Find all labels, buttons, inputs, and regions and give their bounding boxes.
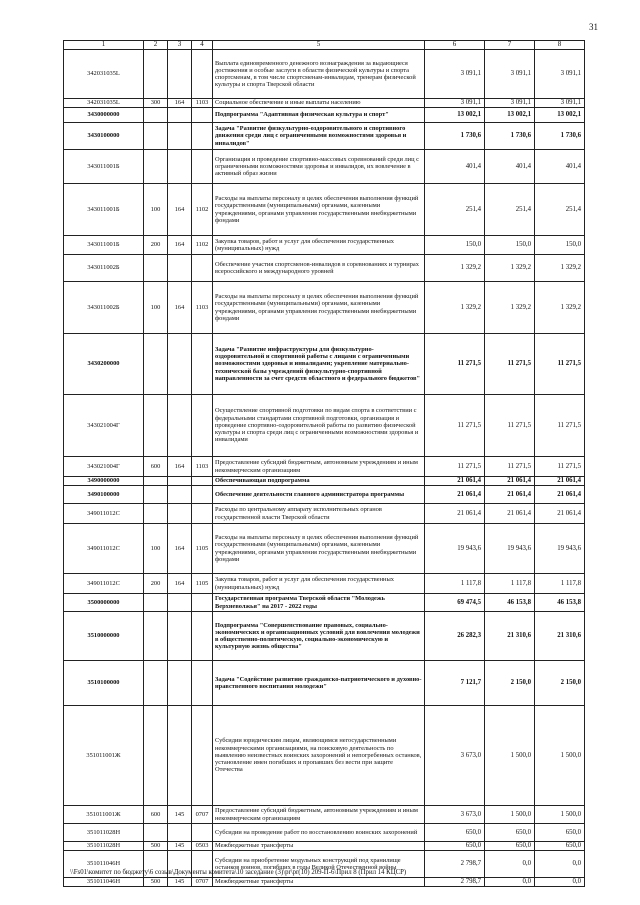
row-value-2017: 2 798,7 [425,878,485,887]
row-col4: 1105 [192,574,213,594]
row-col3: 145 [168,878,192,887]
row-col4: 1103 [192,99,213,108]
table-row [64,504,585,524]
row-col4: 0503 [192,842,213,851]
table-row [64,574,585,594]
header-cell: 2 [144,41,168,50]
row-description: Обеспечение участия спортсменов-инвалидов в соревнованиях и турнирах всероссийского и международного уровней [213,255,425,282]
row-col4 [192,486,213,504]
row-col4: 0707 [192,878,213,887]
table-row [64,282,585,334]
row-col2 [144,477,168,486]
row-value-2019: 21 061,4 [535,477,585,486]
row-code: 343011002Б [64,255,144,282]
row-description: Социальное обеспечение и иные выплаты населению [213,99,425,108]
table-row [64,806,585,824]
row-value-2017: 3 091,1 [425,50,485,99]
row-value-2017: 650,0 [425,842,485,851]
row-code: 3430000000 [64,108,144,123]
row-col4: 1105 [192,524,213,574]
row-code: 351011028Н [64,824,144,842]
row-col3 [168,661,192,706]
row-value-2017: 11 271,5 [425,457,485,477]
row-col2 [144,661,168,706]
row-col4: 0707 [192,806,213,824]
row-description: Задача "Развитие инфраструктуры для физкультурно-оздоровительной и спортивной работы с лицами с ограниченными возможностями здоровья и инвалидами; укрепление материально-технической базы учреждений физкультурно-спортивной направленности за счет средств областного и федерального бюджетов" [213,334,425,395]
table-body [64,50,585,887]
row-col3: 164 [168,282,192,334]
row-description: Межбюджетные трансферты [213,842,425,851]
table-header-row [64,41,585,50]
table-row [64,842,585,851]
row-col2 [144,706,168,806]
row-col3: 164 [168,236,192,255]
row-code: 3490100000 [64,486,144,504]
row-value-2018: 1 730,6 [485,123,535,150]
row-col3 [168,706,192,806]
row-value-2017: 650,0 [425,824,485,842]
row-value-2019: 11 271,5 [535,395,585,457]
row-code: 351011001Ж [64,806,144,824]
row-value-2017: 26 282,3 [425,612,485,661]
row-code: 343021004Г [64,395,144,457]
row-value-2019: 1 329,2 [535,282,585,334]
row-code: 342031035L [64,99,144,108]
row-description: Субсидии юридическим лицам, являющимся негосударственными некоммерческими организациями, на поисковую деятельность по выявлению неизвестных воинских захоронений и непогребенных останков, установление имен погибших и пропавших без вести при защите Отечества [213,706,425,806]
table-row [64,236,585,255]
row-code: 351011046Н [64,851,144,878]
row-value-2017: 1 329,2 [425,282,485,334]
row-code: 3500000000 [64,594,144,612]
header-cell: 1 [64,41,144,50]
row-col3 [168,334,192,395]
row-value-2019: 1 500,0 [535,806,585,824]
row-value-2018: 21 061,4 [485,477,535,486]
row-col3: 164 [168,457,192,477]
row-value-2017: 401,4 [425,150,485,184]
row-value-2018: 650,0 [485,824,535,842]
row-value-2017: 251,4 [425,184,485,236]
row-code: 349011012С [64,504,144,524]
row-value-2018: 21 061,4 [485,504,535,524]
row-description: Субсидии на проведение работ по восстановлению воинских захоронений [213,824,425,842]
table-row [64,661,585,706]
row-description: Расходы на выплаты персоналу в целях обеспечения выполнения функций государственными (муниципальными) органами, казенными учреждениями, органами управления государственными внебюджетными фондами [213,184,425,236]
table-row [64,594,585,612]
row-value-2019: 46 153,8 [535,594,585,612]
row-value-2018: 1 329,2 [485,282,535,334]
row-description: Расходы по центральному аппарату исполнительных органов государственной власти Тверской области [213,504,425,524]
row-col2 [144,594,168,612]
row-value-2019: 11 271,5 [535,457,585,477]
table-row [64,50,585,99]
row-value-2019: 21 061,4 [535,504,585,524]
row-description: Предоставление субсидий бюджетным, автономным учреждениям и иным некоммерческим организациям [213,457,425,477]
table-row [64,395,585,457]
row-value-2017: 3 673,0 [425,706,485,806]
row-value-2018: 3 091,1 [485,50,535,99]
row-col3 [168,477,192,486]
row-col2 [144,504,168,524]
row-value-2018: 19 943,6 [485,524,535,574]
row-col4: 1103 [192,457,213,477]
row-value-2019: 1 117,8 [535,574,585,594]
row-col4 [192,123,213,150]
table-row [64,706,585,806]
row-col3 [168,150,192,184]
row-col3 [168,108,192,123]
row-col3 [168,50,192,99]
row-code: 343011001Б [64,236,144,255]
row-value-2017: 3 673,0 [425,806,485,824]
row-col2 [144,255,168,282]
row-col3 [168,594,192,612]
row-value-2018: 21 061,4 [485,486,535,504]
row-col2: 600 [144,806,168,824]
row-col2 [144,486,168,504]
row-value-2019: 2 150,0 [535,661,585,706]
row-value-2018: 0,0 [485,851,535,878]
row-col3: 164 [168,184,192,236]
row-description: Осуществление спортивной подготовки по видам спорта в соответствии с федеральными стандартами спортивной подготовки, организация и проведение спортивно-оздоровительной работы по развитию физической культуры и спорта среди лиц с ограниченными возможностями здоровья и инвалидами [213,395,425,457]
row-col3 [168,612,192,661]
table-row [64,477,585,486]
row-col2 [144,108,168,123]
row-value-2018: 1 117,8 [485,574,535,594]
row-description: Предоставление субсидий бюджетным, автономным учреждениям и иным некоммерческим организациям [213,806,425,824]
table-row [64,334,585,395]
table-row [64,486,585,504]
row-col2: 100 [144,524,168,574]
row-description: Задача "Развитие физкультурно-оздоровительного и спортивного движения среди лиц с ограниченными возможностями здоровья и инвалидов" [213,123,425,150]
row-value-2019: 650,0 [535,824,585,842]
row-value-2019: 401,4 [535,150,585,184]
row-value-2018: 21 310,6 [485,612,535,661]
row-code: 351011028Н [64,842,144,851]
row-value-2018: 251,4 [485,184,535,236]
row-col2: 100 [144,184,168,236]
row-col2 [144,334,168,395]
row-code: 343011001Б [64,184,144,236]
row-value-2019: 650,0 [535,842,585,851]
page-number: 31 [589,22,598,32]
row-code: 349011012С [64,574,144,594]
row-col3 [168,395,192,457]
row-col4 [192,50,213,99]
row-col4 [192,334,213,395]
row-value-2018: 13 002,1 [485,108,535,123]
row-description: Подпрограмма "Совершенствование правовых, социально-экономических и организационных условий для вовлечения молодежи в общественно-политическую, социально-экономическую и культурную жизнь общества" [213,612,425,661]
row-col3 [168,255,192,282]
row-value-2019: 21 061,4 [535,486,585,504]
row-col4 [192,612,213,661]
row-value-2019: 21 310,6 [535,612,585,661]
row-col2: 600 [144,457,168,477]
row-col2 [144,50,168,99]
row-value-2018: 650,0 [485,842,535,851]
table-row [64,524,585,574]
row-code: 351011046Н [64,878,144,887]
file-path-footer: \\Fs01\комитет по бюджету\6 созыв\Документы комитета\10 заседание (3)\pr\pr(10) 209-П-6\Прил 8 (Прил 14 КЦСР) [70,869,407,876]
table-row [64,457,585,477]
row-code: 3430100000 [64,123,144,150]
row-value-2017: 7 121,7 [425,661,485,706]
row-col4: 1102 [192,236,213,255]
row-description: Организация и проведение спортивно-массовых соревнований среди лиц с ограниченными возможностями здоровья и инвалидов, их вовлечение в активный образ жизни [213,150,425,184]
row-value-2017: 21 061,4 [425,486,485,504]
row-col4: 1103 [192,282,213,334]
row-col3 [168,123,192,150]
row-value-2019: 1 500,0 [535,706,585,806]
row-value-2017: 1 117,8 [425,574,485,594]
row-value-2017: 11 271,5 [425,395,485,457]
row-value-2018: 1 500,0 [485,706,535,806]
table-row [64,123,585,150]
row-value-2018: 401,4 [485,150,535,184]
header-cell: 8 [535,41,585,50]
row-col3: 145 [168,842,192,851]
row-description: Государственная программа Тверской области "Молодежь Верхневолжья" на 2017 - 2022 годы [213,594,425,612]
row-code: 351011001Ж [64,706,144,806]
row-value-2019: 1 329,2 [535,255,585,282]
row-col2: 200 [144,574,168,594]
row-description: Обеспечивающая подпрограмма [213,477,425,486]
row-code: 343011001Б [64,150,144,184]
row-code: 3510100000 [64,661,144,706]
row-description: Обеспечение деятельности главного администратора программы [213,486,425,504]
row-col2 [144,612,168,661]
row-col4 [192,108,213,123]
row-value-2017: 13 002,1 [425,108,485,123]
row-col2: 200 [144,236,168,255]
row-description: Расходы на выплаты персоналу в целях обеспечения выполнения функций государственными (муниципальными) органами, казенными учреждениями, органами управления государственными внебюджетными фондами [213,282,425,334]
row-code: 343021004Г [64,457,144,477]
row-value-2018: 3 091,1 [485,99,535,108]
row-col2: 500 [144,842,168,851]
header-cell: 7 [485,41,535,50]
row-col3: 164 [168,524,192,574]
row-value-2019: 251,4 [535,184,585,236]
row-col4 [192,706,213,806]
row-value-2018: 150,0 [485,236,535,255]
header-cell: 4 [192,41,213,50]
table-row [64,150,585,184]
row-value-2018: 11 271,5 [485,457,535,477]
row-col2: 100 [144,282,168,334]
row-value-2017: 21 061,4 [425,477,485,486]
row-value-2017: 11 271,5 [425,334,485,395]
row-value-2018: 2 150,0 [485,661,535,706]
row-col4 [192,395,213,457]
row-code: 349011012С [64,524,144,574]
row-col2 [144,150,168,184]
row-description: Выплата единовременного денежного вознаграждения за выдающиеся достижения и особые заслуги в области физической культуры и спорта спортсменам, в том числе спортсменам-инвалидам, тренерам физической культуры и спорта Тверской области [213,50,425,99]
row-description: Подпрограмма "Адаптивная физическая культура и спорт" [213,108,425,123]
row-col3 [168,824,192,842]
table-row [64,108,585,123]
row-description: Закупка товаров, работ и услуг для обеспечения государственных (муниципальных) нужд [213,574,425,594]
row-description: Задача "Содействие развитию гражданско-патриотического и духовно- нравственного воспитания молодежи" [213,661,425,706]
row-description: Закупка товаров, работ и услуг для обеспечения государственных (муниципальных) нужд [213,236,425,255]
row-value-2018: 0,0 [485,878,535,887]
row-code: 3510000000 [64,612,144,661]
row-value-2018: 1 500,0 [485,806,535,824]
row-col4 [192,504,213,524]
row-code: 343011002Б [64,282,144,334]
row-value-2018: 11 271,5 [485,334,535,395]
header-cell: 3 [168,41,192,50]
row-value-2017: 1 730,6 [425,123,485,150]
row-col3 [168,504,192,524]
row-value-2019: 19 943,6 [535,524,585,574]
row-code: 3490000000 [64,477,144,486]
row-value-2018: 46 153,8 [485,594,535,612]
header-cell: 6 [425,41,485,50]
row-value-2019: 150,0 [535,236,585,255]
row-col2: 500 [144,878,168,887]
table-row [64,255,585,282]
row-value-2019: 1 730,6 [535,123,585,150]
row-col4: 1102 [192,184,213,236]
row-col4 [192,594,213,612]
row-value-2019: 3 091,1 [535,99,585,108]
row-value-2017: 69 474,5 [425,594,485,612]
row-description: Расходы на выплаты персоналу в целях обеспечения выполнения функций государственными (муниципальными) органами, казенными учреждениями, органами управления государственными внебюджетными фондами [213,524,425,574]
row-col3 [168,486,192,504]
row-col4 [192,661,213,706]
row-value-2018: 1 329,2 [485,255,535,282]
row-col2 [144,824,168,842]
row-col3: 145 [168,806,192,824]
row-value-2018: 11 271,5 [485,395,535,457]
row-value-2017: 1 329,2 [425,255,485,282]
row-value-2017: 21 061,4 [425,504,485,524]
table-row [64,612,585,661]
row-code: 342031035L [64,50,144,99]
row-value-2017: 3 091,1 [425,99,485,108]
table-row [64,184,585,236]
row-value-2019: 0,0 [535,851,585,878]
table-row [64,99,585,108]
row-col2 [144,395,168,457]
row-description: Межбюджетные трансферты [213,878,425,887]
row-col2: 300 [144,99,168,108]
row-col4 [192,150,213,184]
row-col4 [192,824,213,842]
budget-table [63,40,585,887]
row-value-2019: 13 002,1 [535,108,585,123]
row-col3: 164 [168,99,192,108]
header-cell: 5 [213,41,425,50]
row-col3: 164 [168,574,192,594]
row-value-2017: 19 943,6 [425,524,485,574]
row-value-2019: 11 271,5 [535,334,585,395]
row-value-2019: 3 091,1 [535,50,585,99]
row-value-2017: 2 798,7 [425,851,485,878]
row-col2 [144,123,168,150]
row-value-2017: 150,0 [425,236,485,255]
row-code: 3430200000 [64,334,144,395]
row-value-2019: 0,0 [535,878,585,887]
row-col4 [192,255,213,282]
row-col4 [192,477,213,486]
table-row [64,878,585,887]
table-row [64,824,585,842]
row-description: Субсидии на приобретение модульных конструкций под хранилище останков воинов, погибших в годы Великой Отечественной войны [213,851,425,878]
